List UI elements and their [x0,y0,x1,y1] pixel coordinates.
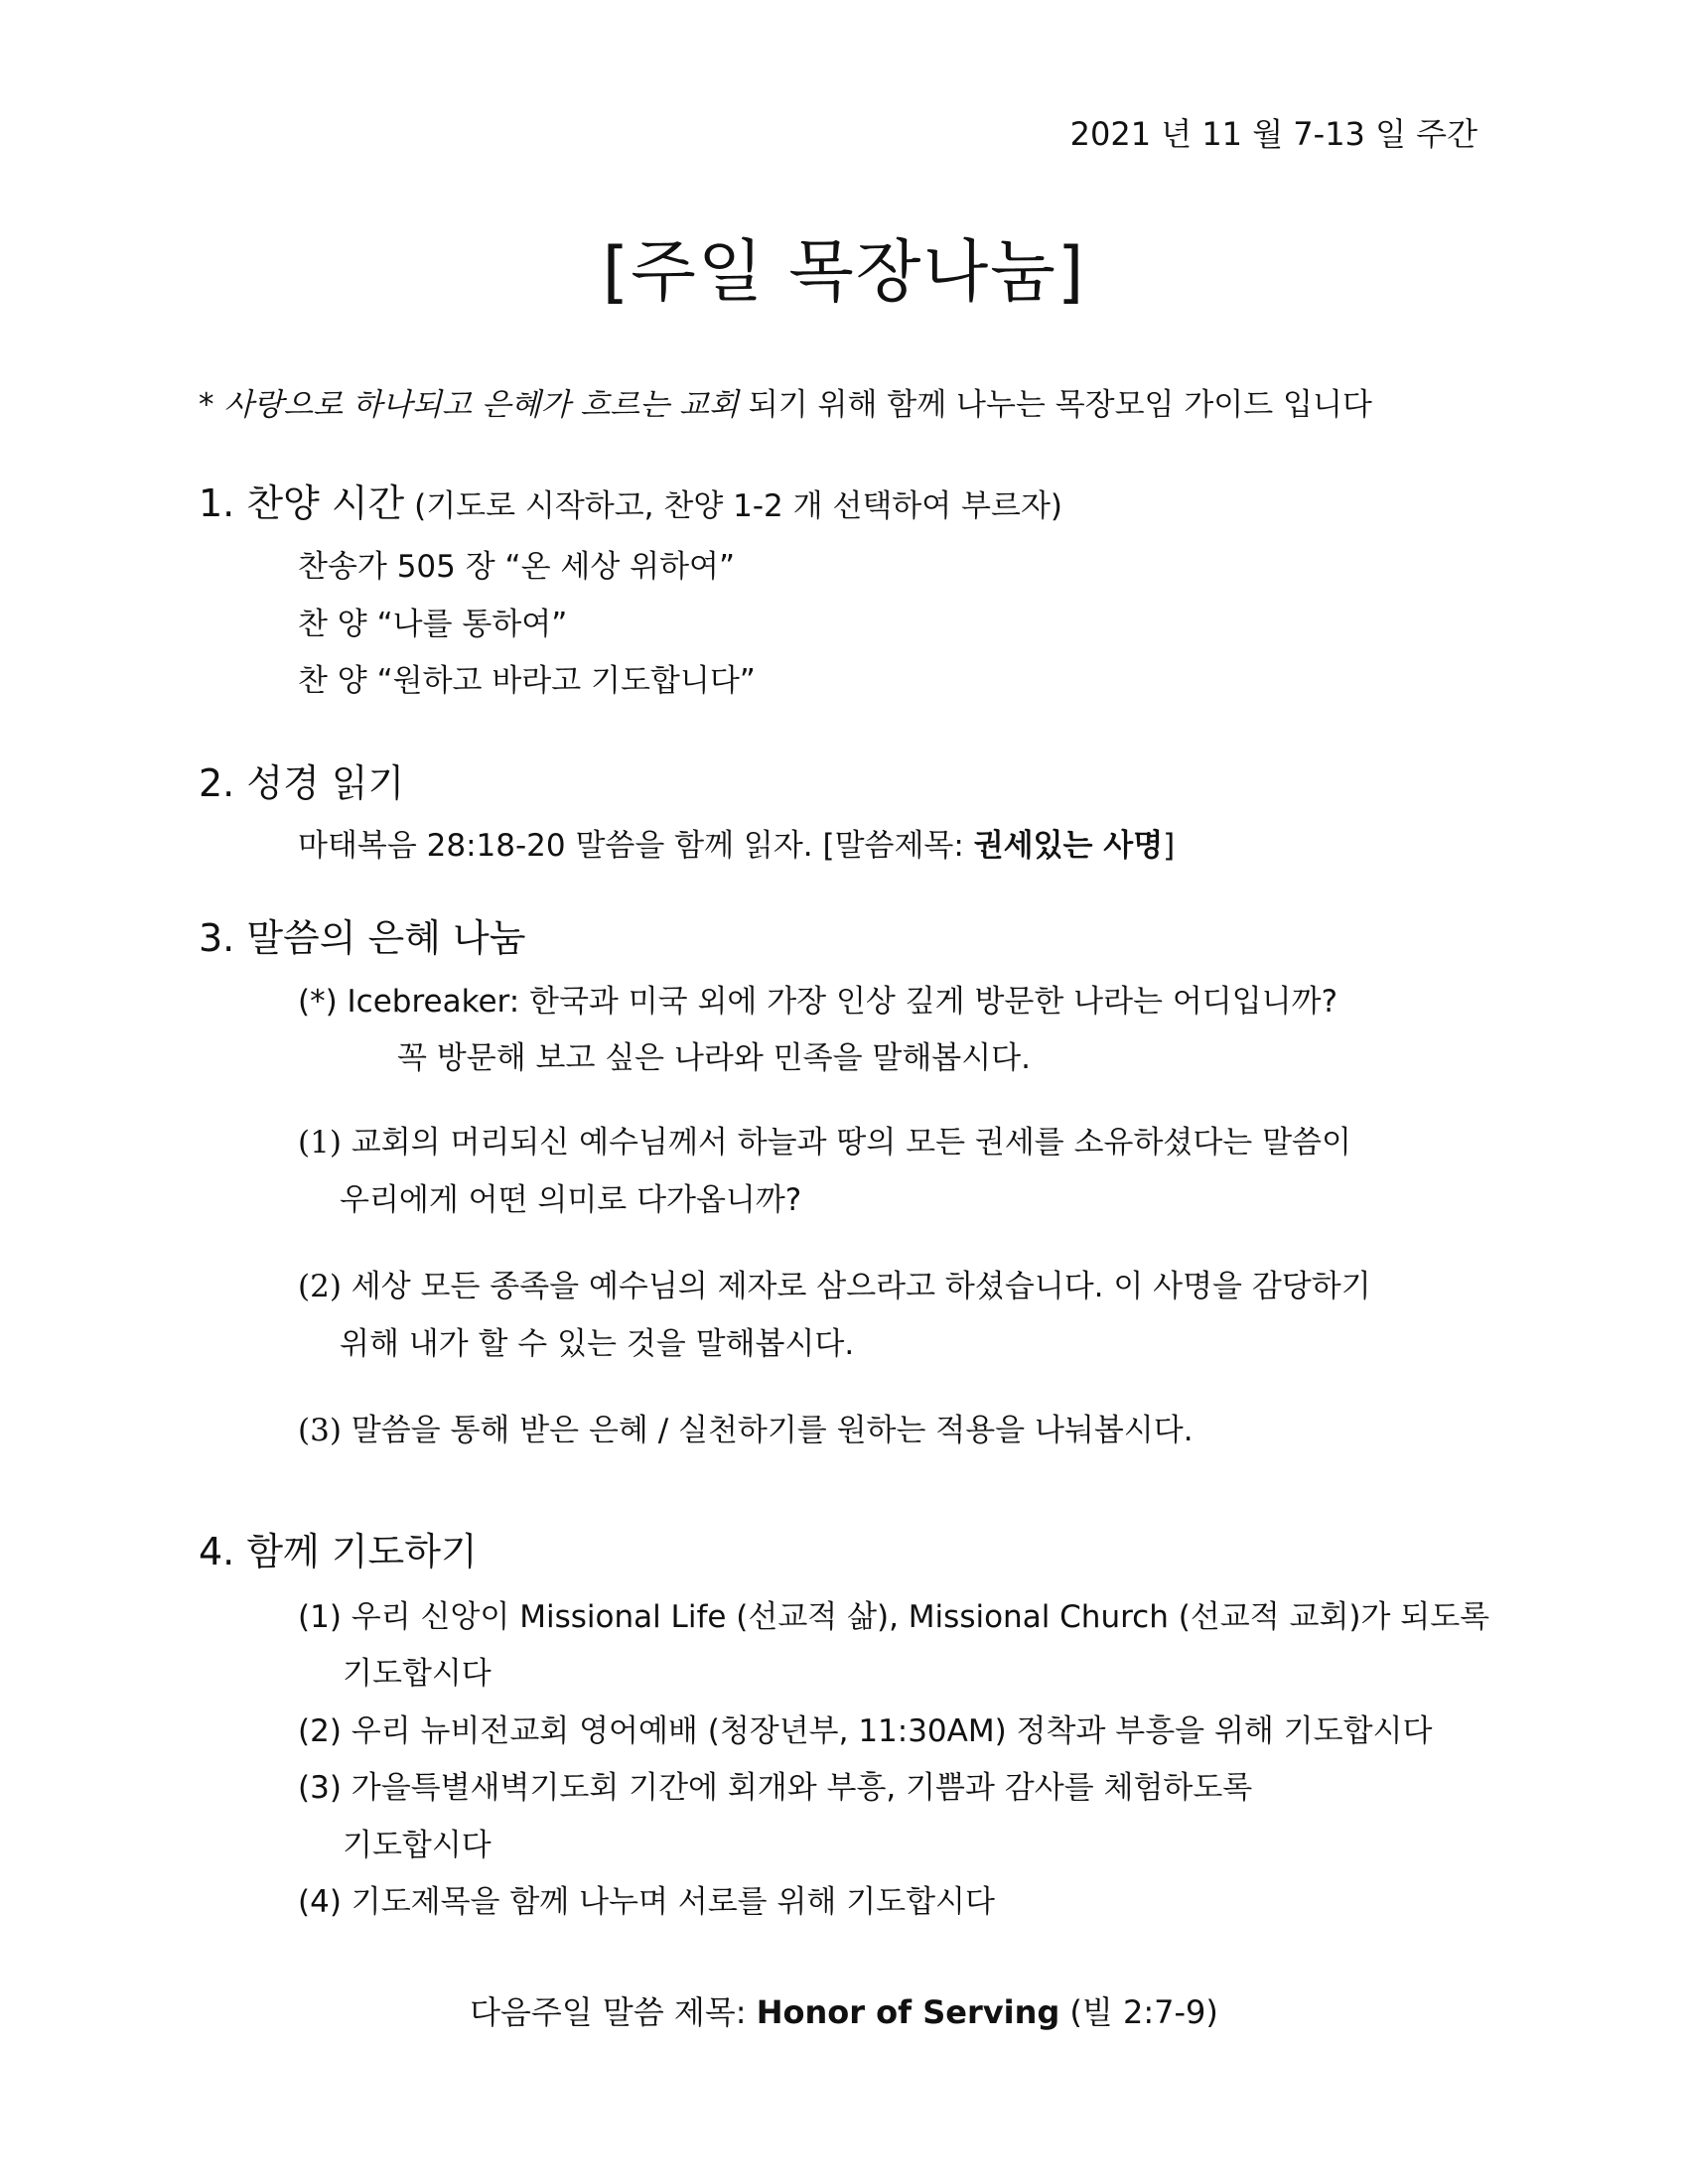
bracket-close: ] [1163,828,1176,864]
question-2-text: 세상 모든 종족을 예수님의 제자로 삼으라고 하셨습니다. 이 사명을 감당하기 [341,1269,1371,1304]
question-1-cont: 우리에게 어떤 의미로 다가옵니까? [340,1182,802,1218]
next-sermon-title: Honor of Serving [756,1993,1060,2031]
next-sermon-label: 다음주일 말씀 제목: [470,1993,757,2031]
bible-reading-line [298,820,1175,865]
question-2 [298,1261,1371,1305]
prayer-item-3: (3) 가을특별새벽기도회 기간에 회개와 부흥, 기쁨과 감사를 체험하도록 [298,1770,1253,1806]
intro-text: 되기 위해 함께 나누는 목장모임 가이드 입니다 [738,387,1372,423]
song-item: 찬 양 “원하고 바라고 기도합니다” [298,663,756,699]
intro-line [199,379,1372,424]
prayer-item-1-cont: 기도합시다 [343,1656,492,1692]
intro-church-motto: 사랑으로 하나되고 은혜가 흐르는 교회 [223,387,739,423]
song-item: 찬 양 “나를 통하여” [298,607,568,642]
icebreaker-question: (*) Icebreaker: 한국과 미국 외에 가장 인상 깊게 방문한 나라는 어디입니까? [298,984,1338,1020]
section-praise-heading [199,473,1062,527]
question-2-cont: 위해 내가 할 수 있는 것을 말해봅시다. [340,1326,855,1362]
bible-reading-text: 마태복음 28:18-20 말씀을 함께 읽자. [말씀제목: [298,828,974,864]
question-3 [298,1405,1194,1449]
question-1 [298,1117,1351,1161]
section-praise-subtitle: (기도로 시작하고, 찬양 1-2 개 선택하여 부르자) [404,488,1062,524]
prayer-item-2: (2) 우리 뉴비전교회 영어예배 (청장년부, 11:30AM) 정착과 부흥을 위해 기도합시다 [298,1713,1433,1749]
prayer-item-3-cont: 기도합시다 [343,1828,492,1863]
question-2-number: (2) [298,1269,342,1304]
prayer-item-1: (1) 우리 신앙이 Missional Life (선교적 삶), Missional Church (선교적 교회)가 되도록 [298,1599,1490,1635]
sermon-title: 권세있는 사명 [973,828,1164,864]
question-1-number: (1) [298,1125,342,1160]
next-sermon-line [0,1987,1688,2033]
question-1-text: 교회의 머리되신 예수님께서 하늘과 땅의 모든 권세를 소유하셨다는 말씀이 [341,1125,1351,1160]
question-3-text: 말씀을 통해 받은 은혜 / 실천하기를 원하는 적용을 나눠봅시다. [341,1413,1194,1448]
section-sharing-heading: 3. 말씀의 은혜 나눔 [199,916,526,960]
prayer-item-4: (4) 기도제목을 함께 나누며 서로를 위해 기도합시다 [298,1884,995,1920]
intro-star: * [199,387,224,423]
song-item: 찬송가 505 장 “온 세상 위하여” [298,549,736,585]
document-date: 2021 년 11 월 7-13 일 주간 [1069,115,1477,153]
section-praise-title: 1. 찬양 시간 [199,481,405,525]
next-sermon-reference: (빌 2:7-9) [1059,1993,1218,2031]
page-title: [주일 목장나눔] [602,233,1086,312]
section-bible-heading: 2. 성경 읽기 [199,761,405,805]
icebreaker-question-cont: 꼭 방문해 보고 싶은 나라와 민족을 말해봅시다. [397,1040,1031,1076]
question-3-number: (3) [298,1413,342,1448]
section-prayer-heading: 4. 함께 기도하기 [199,1530,478,1573]
